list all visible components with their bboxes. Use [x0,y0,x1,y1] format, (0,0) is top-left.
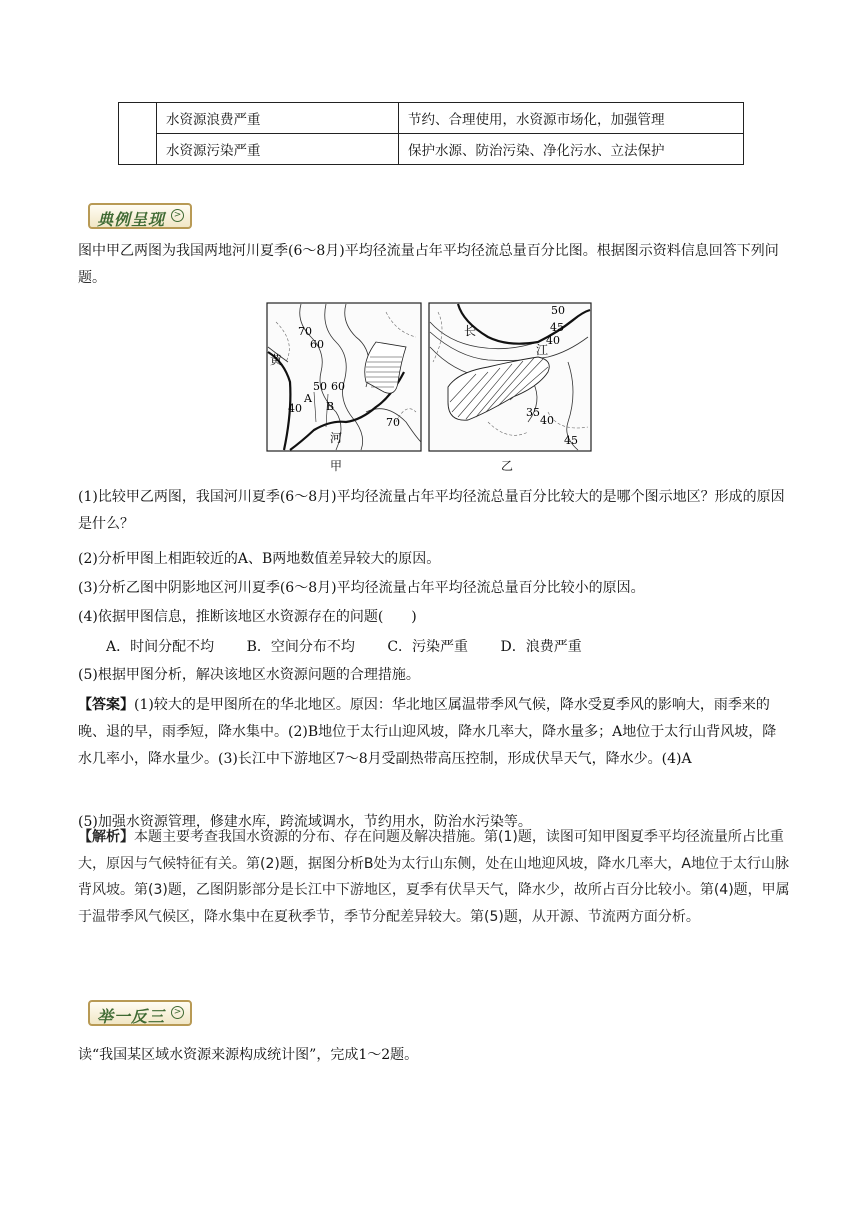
choice-c: C．污染严重 [387,639,469,655]
water-problems-table [118,102,744,165]
choice-b: B．空间分布不均 [246,639,355,655]
badge-label: 举一反三 [97,1007,166,1026]
table-cell-measure: 节约、合理使用，水资源市场化，加强管理 [399,103,744,134]
practice-badge [88,1000,192,1026]
contour-label: 35 [526,406,540,419]
question-4: (4)依据甲图信息，推断该地区水资源存在的问题( ) [78,609,417,625]
table-row [119,134,744,165]
table-cell-problem: 水资源污染严重 [157,134,399,165]
map-yi [428,302,592,452]
contour-label: 50 [313,380,327,393]
contour-label: 50 [551,304,565,317]
table-merged-cell [119,103,157,165]
question-1: (1)比较甲乙两图，我国河川夏季(6～8月)平均径流量占年平均径流总量百分比较大的是哪个图示地区？形成的原因是什么？ [78,489,785,532]
answer-body: (1)较大的是甲图所在的华北地区。原因：华北地区属温带季风气候，降水受夏季风的影响大，雨季来的晚、退的早，雨季短，降水集中。(2)B地位于太行山迎风坡，降水几率大，降水量多；A地位于太行山背风坡，降水几率小，降水量少。(3)长江中下游地区7～8月受副热带高压控制，形成伏旱天气，降水少。(4)A [78,697,777,767]
question-3: (3)分析乙图中阴影地区河川夏季(6～8月)平均径流量占年平均径流总量百分比较小的原因。 [78,580,645,596]
contour-label: 40 [546,334,560,347]
contour-label: 45 [564,434,578,447]
river-label: 黄 [270,353,283,367]
river-label: 江 [536,343,549,357]
contour-label: 70 [386,416,400,429]
contour-label: 70 [298,325,312,338]
table-cell-problem: 水资源浪费严重 [157,103,399,134]
contour-label: 60 [310,338,324,351]
analysis-block [78,824,790,930]
map-jia [266,302,422,452]
circle-arrow-icon: > [171,1006,184,1019]
map-caption-jia: 甲 [330,459,343,473]
river-label: 河 [330,431,343,445]
contour-label: 60 [331,380,345,393]
table-row [119,103,744,134]
answer-block [78,692,790,773]
intro-text: 图中甲乙两图为我国两地河川夏季(6～8月)平均径流量占年平均径流总量百分比图。根据图示资料信息回答下列问题。 [78,243,779,286]
river-label: 长 [464,324,477,338]
choice-d: D．浪费严重 [500,639,582,655]
answer-line-5: (5)加强水资源管理，修建水库，跨流域调水，节约用水，防治水污染等。 [78,814,532,830]
followup-text: 读“我国某区域水资源来源构成统计图”，完成1～2题。 [78,1047,419,1063]
question-5: (5)根据甲图分析，解决该地区水资源问题的合理措施。 [78,667,420,683]
map-caption-yi: 乙 [501,459,514,473]
circle-arrow-icon: > [171,209,184,222]
analysis-body: 本题主要考查我国水资源的分布、存在问题及解决措施。第(1)题，读图可知甲图夏季平均径流量所占比重大，原因与气候特征有关。第(2)题，据图分析B处为太行山东侧，处在山地迎风坡，降水几率大，A地位于太行山脉背风坡。第(3)题，乙图阴影部分是长江中下游地区，夏季有伏旱天气，降水少，故所占百分比较小。第(4)题，甲属于温带季风气候区，降水集中在夏秋季节，季节分配差异较大。第(5)题，从开源、节流两方面分析。 [78,829,790,925]
point-label-b: B [326,400,335,413]
table-cell-measure: 保护水源、防治污染、净化污水、立法保护 [399,134,744,165]
analysis-tag: 【解析】 [78,829,134,845]
choice-a: A．时间分配不均 [106,639,215,655]
answer-tag: 【答案】 [78,697,134,713]
example-badge [88,203,192,229]
question-2: (2)分析甲图上相距较近的A、B两地数值差异较大的原因。 [78,551,441,567]
badge-label: 典例呈现 [97,210,166,229]
contour-label: 45 [550,321,564,334]
contour-label: 40 [540,414,554,427]
point-label-a: A [304,392,312,405]
question-4-choices [106,636,610,656]
contour-label: 40 [288,402,302,415]
